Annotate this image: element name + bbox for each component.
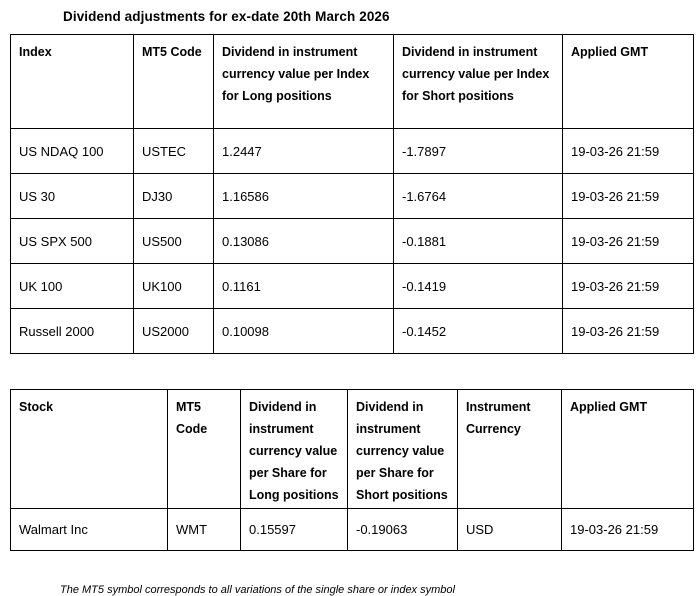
dividend-short: -0.19063 [348, 509, 458, 551]
index-name: US 30 [11, 174, 134, 219]
header-index: Index [11, 35, 134, 129]
dividend-long: 1.2447 [214, 129, 394, 174]
index-name: UK 100 [11, 264, 134, 309]
dividend-long: 0.13086 [214, 219, 394, 264]
applied-gmt: 19-03-26 21:59 [563, 264, 694, 309]
table-row [11, 129, 694, 174]
header-dividend-long: Dividend in instrument currency value per Index for Long positions [214, 35, 394, 129]
page-title: Dividend adjustments for ex-date 20th March 2026 [63, 9, 390, 24]
index-table-header-row [11, 35, 694, 129]
index-dividends-table [10, 34, 694, 354]
header-instrument-currency: Instrument Currency [458, 390, 562, 509]
header-mt5-code: MT5 Code [168, 390, 241, 509]
stock-table-header-row [11, 390, 694, 509]
header-dividend-long: Dividend in instrument currency value per Share for Long positions [241, 390, 348, 509]
dividend-long: 0.1161 [214, 264, 394, 309]
applied-gmt: 19-03-26 21:59 [562, 509, 694, 551]
header-stock: Stock [11, 390, 168, 509]
header-applied-gmt: Applied GMT [563, 35, 694, 129]
dividend-long: 0.10098 [214, 309, 394, 354]
mt5-code: USTEC [134, 129, 214, 174]
footnote: The MT5 symbol corresponds to all variations of the single share or index symbol [60, 584, 455, 596]
dividend-long: 1.16586 [214, 174, 394, 219]
index-name: US NDAQ 100 [11, 129, 134, 174]
applied-gmt: 19-03-26 21:59 [563, 309, 694, 354]
header-dividend-short: Dividend in instrument currency value per Index for Short positions [394, 35, 563, 129]
table-row [11, 174, 694, 219]
dividend-long: 0.15597 [241, 509, 348, 551]
mt5-code: US2000 [134, 309, 214, 354]
dividend-short: -0.1452 [394, 309, 563, 354]
dividend-short: -0.1881 [394, 219, 563, 264]
dividend-short: -1.6764 [394, 174, 563, 219]
mt5-code: US500 [134, 219, 214, 264]
header-applied-gmt: Applied GMT [562, 390, 694, 509]
table-row [11, 264, 694, 309]
stock-name: Walmart Inc [11, 509, 168, 551]
stock-dividends-table [10, 389, 694, 551]
dividend-short: -1.7897 [394, 129, 563, 174]
instrument-currency: USD [458, 509, 562, 551]
applied-gmt: 19-03-26 21:59 [563, 174, 694, 219]
index-name: Russell 2000 [11, 309, 134, 354]
document-page [0, 9, 696, 596]
dividend-short: -0.1419 [394, 264, 563, 309]
table-row [11, 509, 694, 551]
applied-gmt: 19-03-26 21:59 [563, 129, 694, 174]
table-row [11, 219, 694, 264]
header-dividend-short: Dividend in instrument currency value per Share for Short positions [348, 390, 458, 509]
table-row [11, 309, 694, 354]
mt5-code: WMT [168, 509, 241, 551]
mt5-code: UK100 [134, 264, 214, 309]
header-mt5-code: MT5 Code [134, 35, 214, 129]
applied-gmt: 19-03-26 21:59 [563, 219, 694, 264]
index-name: US SPX 500 [11, 219, 134, 264]
mt5-code: DJ30 [134, 174, 214, 219]
